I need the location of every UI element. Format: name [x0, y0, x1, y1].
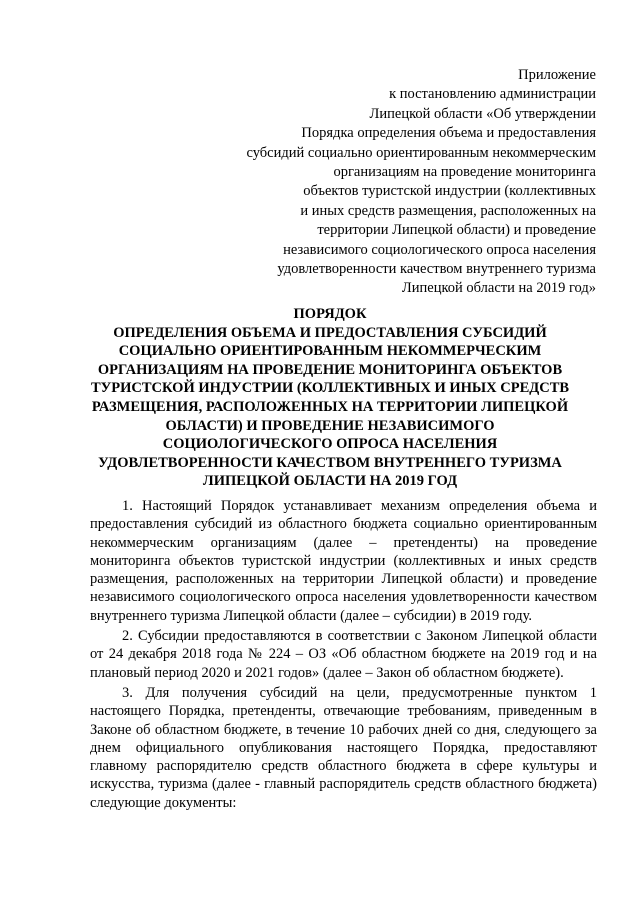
paragraph-1: 1. Настоящий Порядок устанавливает механизм определения объема и предоставления субсидий из областного бюджета социально ориентированным некоммерческим организациям (далее – претенденты) на проведение мониторинга объектов туристской индустрии (коллективных и иных средств размещения, расположенных на территории Липецкой области) и проведение независимого социологического опроса населения удовлетворенности качеством внутреннего туризма Липецкой области (далее – субсидии) в 2019 году.: [90, 498, 597, 624]
appendix-line: Липецкой области «Об утверждении: [369, 105, 596, 122]
title-line: УДОВЛЕТВОРЕННОСТИ КАЧЕСТВОМ ВНУТРЕННЕГО ТУРИЗМА: [98, 454, 562, 471]
title-line: ЛИПЕЦКОЙ ОБЛАСТИ НА 2019 ГОД: [202, 473, 458, 490]
appendix-line: Липецкой области на 2019 год»: [401, 280, 596, 297]
appendix-line: объектов туристской индустрии (коллективных: [303, 183, 596, 200]
title-line: ОБЛАСТИ) И ПРОВЕДЕНИЕ НЕЗАВИСИМОГО: [165, 417, 495, 434]
title-line: ТУРИСТСКОЙ ИНДУСТРИИ (КОЛЛЕКТИВНЫХ И ИНЫХ СРЕДСТВ: [90, 380, 570, 397]
appendix-line: независимого социологического опроса населения: [283, 241, 596, 258]
appendix-header: [176, 66, 596, 299]
title-line: СОЦИОЛОГИЧЕСКОГО ОПРОСА НАСЕЛЕНИЯ: [162, 436, 498, 453]
appendix-line: территории Липецкой области) и проведение: [317, 222, 596, 239]
appendix-line: Порядка определения объема и предоставления: [301, 125, 596, 142]
title-line: ПОРЯДОК: [293, 306, 367, 322]
appendix-line: Приложение: [518, 67, 596, 83]
paragraph-3: 3. Для получения субсидий на цели, предусмотренные пунктом 1 настоящего Порядка, претенденты, отвечающие требованиям, приведенным в Законе об областном бюджете, в течение 10 рабочих дней со дня, следующего за днем официального опубликования настоящего Порядка, предоставляют главному распорядителю средств областного бюджета в сфере культуры и искусства, туризма (далее - главный распорядитель средств областного бюджета) следующие документы:: [90, 684, 597, 811]
document-body: [90, 497, 597, 814]
title-line: ОПРЕДЕЛЕНИЯ ОБЪЕМА И ПРЕДОСТАВЛЕНИЯ СУБСИДИЙ: [113, 324, 547, 341]
appendix-line: и иных средств размещения, расположенных на: [300, 202, 596, 219]
title-line: СОЦИАЛЬНО ОРИЕНТИРОВАННЫМ НЕКОММЕРЧЕСКИМ: [118, 343, 542, 360]
title-line: ОРГАНИЗАЦИЯМ НА ПРОВЕДЕНИЕ МОНИТОРИНГА ОБЪЕКТОВ: [97, 361, 563, 378]
appendix-line: организациям на проведение мониторинга: [333, 164, 596, 181]
appendix-line: к постановлению администрации: [389, 86, 596, 103]
title-line: РАЗМЕЩЕНИЯ, РАСПОЛОЖЕННЫХ НА ТЕРРИТОРИИ ЛИПЕЦКОЙ: [91, 398, 569, 415]
paragraph-2: 2. Субсидии предоставляются в соответствии с Законом Липецкой области от 24 декабря 2018 года № 224 – ОЗ «Об областном бюджете на 2019 год и на плановый период 2020 и 2021 годов» (далее – Закон об областном бюджете).: [90, 628, 597, 681]
document-title: [60, 305, 600, 491]
appendix-line: субсидий социально ориентированным некоммерческим: [246, 144, 596, 161]
appendix-line: удовлетворенности качеством внутреннего туризма: [277, 261, 596, 278]
